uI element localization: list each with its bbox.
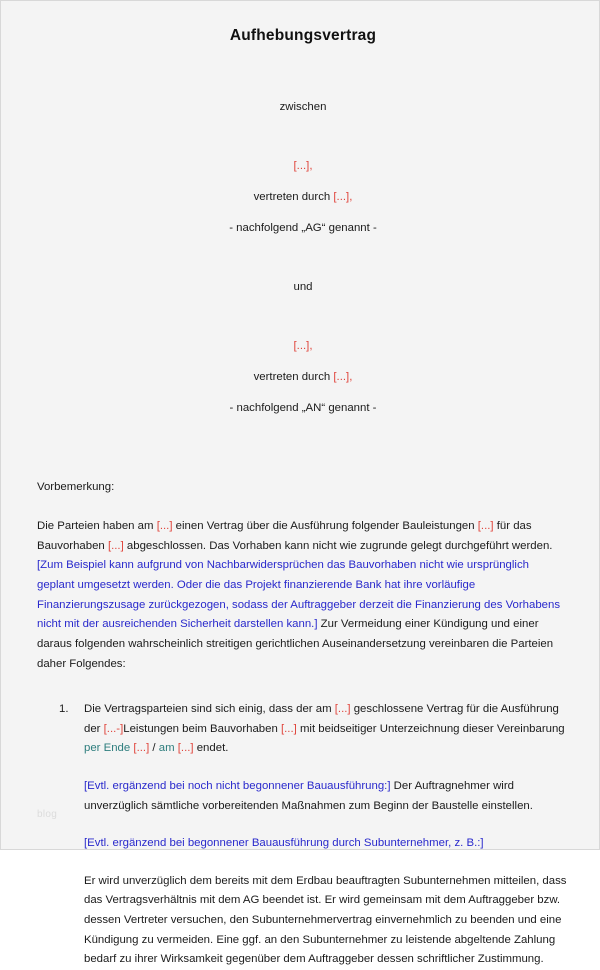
text-run-black-2: geschlossene Vertrag für die Ausführung der — [84, 703, 559, 735]
spacer — [37, 430, 569, 478]
text-run-blue-0: [Evtl. ergänzend bei noch nicht begonnener Bauausführung:] — [84, 779, 391, 792]
party-a-name-placeholder: [...], — [293, 159, 313, 172]
spacer — [37, 250, 569, 278]
text-run-red-5: [...] — [107, 539, 124, 552]
text-run-red-11: [...] — [177, 742, 194, 755]
party-b-represented-prefix: vertreten durch — [253, 370, 334, 383]
text-run-red-5: [...] — [280, 722, 297, 735]
text-run-black-12: endet. — [193, 742, 229, 755]
spacer — [37, 497, 569, 517]
text-run-red-3: [...] — [477, 520, 494, 533]
spacer — [37, 854, 569, 872]
text-run-teal-10: am — [158, 742, 178, 755]
clause-note-started-subcontractor — [37, 834, 569, 854]
text-run-black-1: Der Auftragnehmer wird unverzüglich sämtliche vorbereitenden Maßnahmen zum Beginn der Baustelle einstellen. — [84, 779, 533, 812]
party-a-designation: - nachfolgend „AG“ genannt - — [229, 221, 377, 234]
clause-note-not-started — [37, 777, 569, 816]
party-a-name — [37, 157, 569, 177]
preamble-heading: Vorbemerkung: — [37, 480, 115, 493]
text-run-blue-0: [Evtl. ergänzend bei begonnener Bauausführung durch Subunternehmer, z. B.:] — [84, 837, 484, 850]
text-run-red-8: [...] — [133, 742, 150, 755]
spacer — [37, 674, 569, 700]
text-run-black-8: Zur Vermeidung einer Kündigung und einer daraus folgenden wahrscheinlich streitigen gerichtlichen Auseinandersetzung vereinbaren die Parteien daher Folgendes: — [37, 618, 554, 670]
clause-number: 1. — [59, 703, 69, 716]
clause-subcontractor-paragraph — [37, 872, 569, 970]
text-run-teal-7: per Ende — [84, 742, 134, 755]
party-b-block — [37, 337, 569, 419]
text-run-black-0: Er wird unverzüglich dem bereits mit dem Erdbau beauftragten Subunternehmen mitteilen, dass das Vertragsverhältnis mit dem AG beendet ist. Er wird gemeinsam mit dem Auftraggeber bzw. dessen Vertreter versuchen, den Subunternehmervertrag einvernehmlich zu beenden und eine Kündigung zu vermeiden. Eine ggf. an den Subunternehmer zu leistende abgeltende Zahlung bedarf zu ihrer Wirksamkeit gegenüber dem Auftraggeber dessen schriftlicher Zustimmung. — [84, 874, 567, 966]
text-run-blue-7: [Zum Beispiel kann aufgrund von Nachbarwidersprüchen das Bauvorhaben nicht wie ursprünglich geplant umgesetzt werden. Oder die das Projekt finanzierende Bank hat ihre vorläufige Finanzierungszusage zurückgezogen, sodass der Auftraggeber derzeit die Finanzierung des Vorhabens nicht mit der ausreichenden Sicherheit darstellen kann.] — [37, 559, 561, 631]
page-title: Aufhebungsvertrag — [229, 27, 377, 44]
text-run-red-1: [...] — [334, 703, 351, 716]
text-run-black-6: abgeschlossen. Das Vorhaben kann nicht wie zugrunde gelegt durchgeführt werden. — [123, 539, 553, 552]
text-run-black-9: / — [149, 742, 159, 755]
party-b-representative — [37, 368, 569, 388]
party-a-representative — [37, 188, 569, 208]
text-run-black-0: Die Parteien haben am — [37, 520, 157, 533]
blog-watermark: blog — [37, 808, 58, 820]
spacer — [37, 816, 569, 834]
text-run-black-6: mit beidseitiger Unterzeichnung dieser Vereinbarung — [296, 722, 565, 735]
spacer — [37, 50, 569, 98]
text-run-black-4: Leistungen beim Bauvorhaben — [123, 722, 281, 735]
text-run-black-0: Die Vertragsparteien sind sich einig, dass der am — [84, 703, 335, 716]
text-run-black-4: für das Bauvorhaben — [37, 520, 532, 552]
spacer — [37, 759, 569, 777]
text-run-black-2: einen Vertrag über die Ausführung folgender Bauleistungen — [172, 520, 478, 533]
party-a-represented-prefix: vertreten durch — [253, 190, 334, 203]
party-b-name-placeholder: [...], — [293, 339, 313, 352]
party-a-represented-placeholder: [...], — [333, 190, 353, 203]
clause-list — [37, 700, 569, 759]
party-b-name — [37, 337, 569, 357]
clause-item — [37, 700, 569, 759]
party-b-designation: - nachfolgend „AN“ genannt - — [229, 401, 377, 414]
between-label: zwischen — [279, 100, 327, 113]
preamble-paragraph — [37, 517, 569, 674]
spacer — [37, 117, 569, 145]
and-label: und — [293, 280, 313, 293]
spacer — [37, 297, 569, 325]
party-b-represented-placeholder: [...], — [333, 370, 353, 383]
text-run-red-3: [...-] — [103, 722, 124, 735]
document-body — [37, 1, 569, 966]
party-a-block — [37, 157, 569, 239]
text-run-red-1: [...] — [156, 520, 173, 533]
clause-text — [84, 703, 565, 754]
